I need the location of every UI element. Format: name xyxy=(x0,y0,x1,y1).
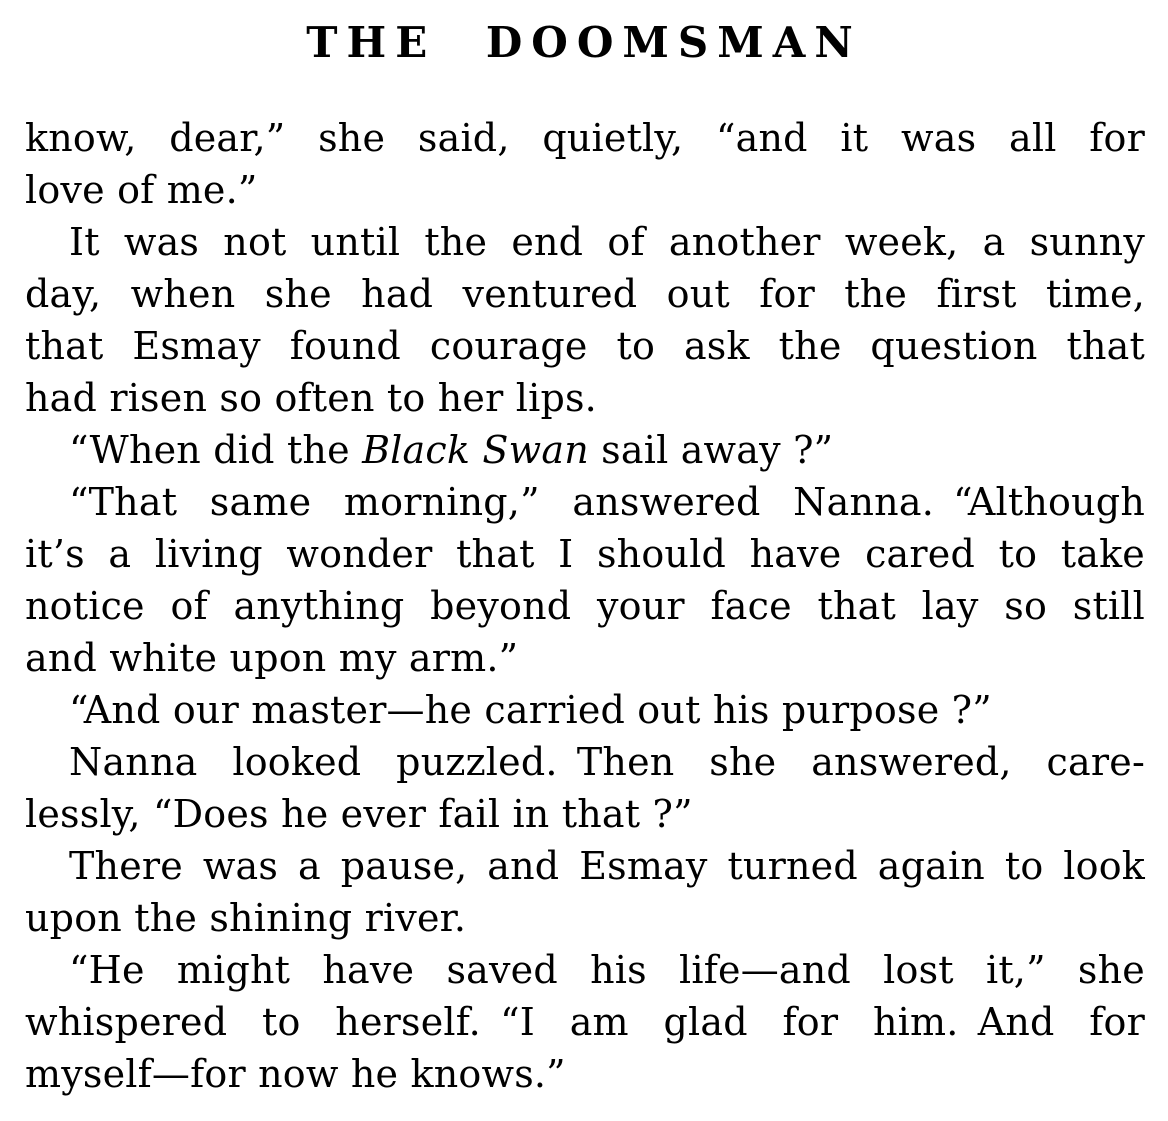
text-line: and white upon my arm.” xyxy=(25,636,519,680)
text-line: that Esmay found courage to ask the question that xyxy=(25,324,1145,368)
text-line: whispered to herself. “I am glad for him. And for xyxy=(25,1000,1145,1044)
text-block xyxy=(25,112,1145,1100)
text-line: upon the shining river. xyxy=(25,896,467,940)
text-line: “That same morning,” answered Nanna. “Although xyxy=(69,480,1145,524)
ship-name-italic: Black Swan xyxy=(362,428,589,472)
text-line: had risen so often to her lips. xyxy=(25,376,597,420)
text-line: love of me.” xyxy=(25,168,258,212)
text-line: Nanna looked puzzled. Then she answered, care- xyxy=(69,740,1145,784)
text-line xyxy=(25,424,1145,476)
text-line: lessly, “Does he ever fail in that ?” xyxy=(25,792,693,836)
text-line: day, when she had ventured out for the first time, xyxy=(25,272,1145,316)
quote-prefix: “When did the xyxy=(69,428,363,472)
text-line: There was a pause, and Esmay turned again to look xyxy=(69,844,1145,888)
text-line: “And our master—he carried out his purpose ?” xyxy=(69,688,992,732)
text-line: It was not until the end of another week, a sunny xyxy=(69,220,1145,264)
text-line: it’s a living wonder that I should have cared to take xyxy=(25,532,1145,576)
text-line: “He might have saved his life—and lost it,” she xyxy=(69,948,1145,992)
page-title: THE DOOMSMAN xyxy=(306,18,862,67)
text-line: know, dear,” she said, quietly, “and it was all for xyxy=(25,116,1145,160)
text-line: myself—for now he knows.” xyxy=(25,1052,566,1096)
text-line: notice of anything beyond your face that lay so still xyxy=(25,584,1145,628)
quote-suffix: sail away ?” xyxy=(588,428,834,472)
